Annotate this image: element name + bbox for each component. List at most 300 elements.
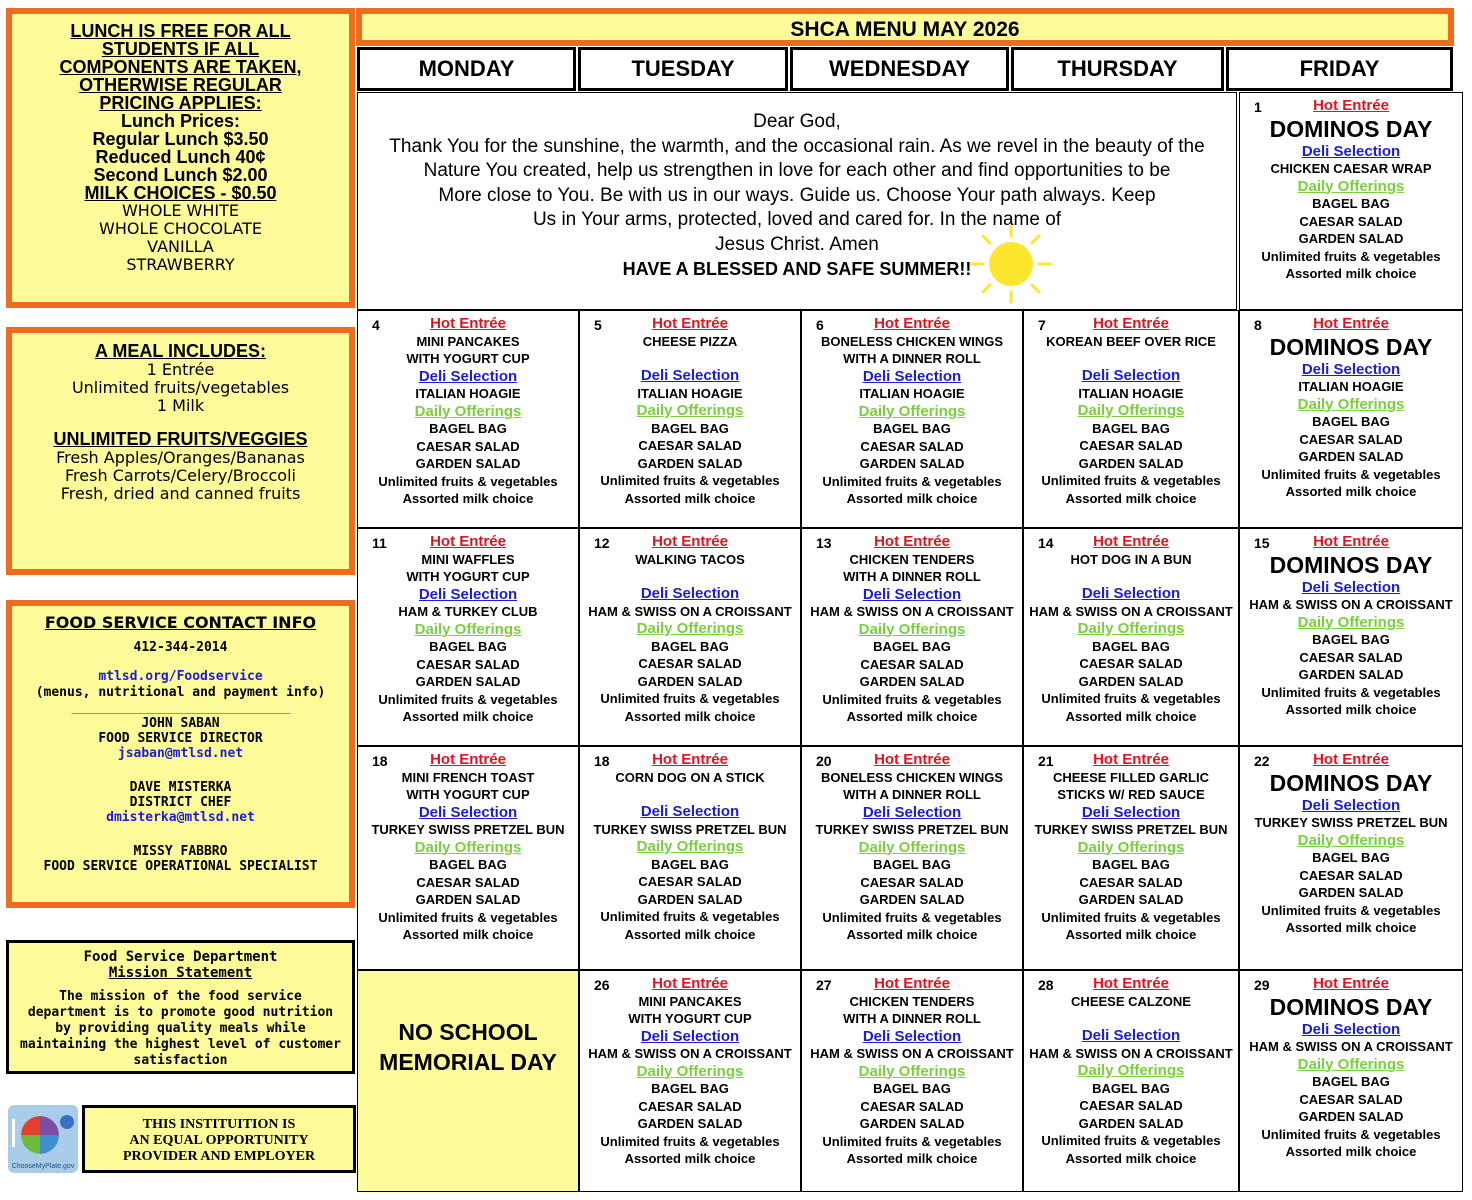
menu-day-cell: [1239, 92, 1463, 310]
menu-day-cell: [1023, 970, 1239, 1192]
daily-offerings-label: Daily Offerings: [1297, 613, 1405, 631]
daily-offering-item: Assorted milk choice: [1285, 702, 1417, 717]
menu-day-cell: [1239, 746, 1463, 970]
deli-selection-label: Deli Selection: [1301, 142, 1401, 160]
deli-selection-label: Deli Selection: [862, 367, 962, 385]
hot-entree-item: WITH A DINNER ROLL: [843, 1011, 981, 1026]
deli-selection-label: Deli Selection: [418, 585, 518, 603]
daily-offerings-label: Daily Offerings: [1077, 838, 1185, 856]
equal-line: THIS INSTITUITION IS: [142, 1117, 296, 1132]
hot-entree-label: Hot Entrée: [874, 315, 950, 332]
daily-offerings-label: Daily Offerings: [414, 620, 522, 638]
no-school-label: NO SCHOOL: [398, 1019, 538, 1045]
daily-offering-item: Unlimited fruits & vegetables: [1261, 902, 1441, 918]
contact-email-link[interactable]: dmisterka@mtlsd.net: [106, 810, 255, 825]
daily-offering-item: Unlimited fruits & vegetables: [1041, 1133, 1221, 1148]
meal-includes-panel: [6, 327, 355, 575]
prayer-line: Nature You created, help us strengthen in love for each other and find opportunities to be: [423, 160, 1171, 181]
deli-item: ITALIAN HOAGIE: [415, 386, 521, 401]
menu-day-cell: [579, 970, 801, 1192]
daily-offering-item: Assorted milk choice: [402, 709, 534, 724]
deli-selection-label: Deli Selection: [1301, 578, 1401, 596]
daily-offering-item: GARDEN SALAD: [1078, 455, 1184, 471]
daily-offering-item: BAGEL BAG: [651, 856, 729, 872]
deli-selection-label: Deli Selection: [640, 803, 740, 820]
daily-offerings-label: Daily Offerings: [858, 620, 966, 638]
day-number: 20: [816, 753, 832, 769]
daily-offering-item: Unlimited fruits & vegetables: [1261, 466, 1441, 482]
deli-selection-label: Deli Selection: [1301, 360, 1401, 378]
daily-offerings-label: Daily Offerings: [858, 838, 966, 856]
day-number: 12: [594, 535, 610, 551]
deli-item: HAM & SWISS ON A CROISSANT: [1249, 597, 1453, 612]
contact-email-link[interactable]: jsaban@mtlsd.net: [117, 746, 244, 761]
pricing-panel: [6, 8, 355, 308]
daily-offering-item: GARDEN SALAD: [1298, 667, 1404, 682]
daily-offering-item: BAGEL BAG: [1312, 632, 1390, 647]
hot-entree-item: WITH YOGURT CUP: [628, 1011, 752, 1026]
hot-entree-item: CHICKEN TENDERS: [849, 551, 975, 567]
hot-entree-item: [1024, 568, 1238, 585]
memorial-day-label: MEMORIAL DAY: [379, 1049, 557, 1075]
meal-item: 1 Entrée: [146, 360, 215, 379]
prayer-line: Dear God,: [753, 111, 841, 132]
prayer-line: More close to You. Be with us in our ways. Guide us. Choose Your path always. Keep: [438, 184, 1156, 206]
contact-name: JOHN SABAN: [141, 716, 220, 731]
daily-offering-item: CAESAR SALAD: [860, 874, 964, 890]
deli-selection-label: Deli Selection: [418, 367, 518, 385]
hot-entree-label: Hot Entrée: [652, 315, 728, 332]
day-number: 18: [372, 753, 388, 769]
milk-choice: WHOLE CHOCOLATE: [99, 219, 262, 238]
equal-line: AN EQUAL OPPORTUNITY: [129, 1133, 309, 1148]
hot-entree-label: Hot Entrée: [1313, 975, 1389, 992]
day-number: 21: [1038, 753, 1054, 769]
day-number: 1: [1254, 99, 1262, 115]
equal-opportunity-notice: [82, 1105, 356, 1173]
hot-entree-label: Hot Entrée: [1093, 315, 1169, 332]
daily-offering-item: Unlimited fruits & vegetables: [600, 473, 780, 488]
hot-entree-label: Hot Entrée: [1313, 97, 1389, 114]
day-number: 22: [1254, 753, 1270, 769]
daily-offering-item: Unlimited fruits & vegetables: [378, 473, 558, 489]
hot-entree-item: [1024, 350, 1238, 367]
daily-offering-item: Unlimited fruits & vegetables: [1041, 909, 1221, 925]
day-number: 18: [594, 753, 610, 769]
hot-entree-label: Hot Entrée: [1093, 975, 1169, 992]
free-lunch-line: STUDENTS IF ALL: [101, 39, 260, 59]
daily-offerings-label: Daily Offerings: [858, 402, 966, 420]
hot-entree-label: Hot Entrée: [652, 751, 728, 768]
daily-offering-item: GARDEN SALAD: [1298, 1109, 1404, 1124]
deli-selection-label: Deli Selection: [640, 585, 740, 602]
menu-day-cell: [357, 528, 579, 746]
hot-entree-item: WITH YOGURT CUP: [406, 351, 530, 366]
daily-offering-item: Assorted milk choice: [1285, 266, 1417, 281]
deli-item: TURKEY SWISS PRETZEL BUN: [815, 822, 1009, 837]
second-lunch-price: Second Lunch $2.00: [93, 165, 268, 185]
day-header-monday: MONDAY: [357, 47, 576, 91]
day-number: 11: [372, 535, 387, 551]
daily-offering-item: BAGEL BAG: [1092, 857, 1170, 872]
daily-offering-item: Assorted milk choice: [1065, 927, 1197, 942]
fruit-veggie-item: Fresh Apples/Oranges/Bananas: [56, 448, 305, 467]
deli-item: ITALIAN HOAGIE: [1298, 379, 1404, 394]
daily-offering-item: BAGEL BAG: [873, 1081, 951, 1096]
daily-offerings-label: Daily Offerings: [1077, 402, 1185, 419]
menu-day-cell: [1239, 970, 1463, 1192]
menu-day-cell: [801, 746, 1023, 970]
daily-offering-item: Assorted milk choice: [846, 927, 978, 942]
daily-offering-item: BAGEL BAG: [429, 421, 507, 436]
dominos-day-label: DOMINOS DAY: [1269, 333, 1433, 360]
hot-entree-label: Hot Entrée: [652, 975, 728, 992]
day-number: 26: [594, 977, 610, 993]
daily-offering-item: Assorted milk choice: [846, 491, 978, 506]
daily-offering-item: Assorted milk choice: [624, 708, 756, 724]
mission-title: Food Service Department: [83, 949, 278, 965]
menu-day-cell: [579, 746, 801, 970]
day-header-wednesday: WEDNESDAY: [790, 47, 1009, 91]
daily-offering-item: CAESAR SALAD: [860, 1098, 964, 1114]
daily-offering-item: BAGEL BAG: [651, 638, 729, 654]
deli-selection-label: Deli Selection: [862, 585, 962, 603]
deli-item: HAM & SWISS ON A CROISSANT: [1029, 1045, 1233, 1061]
menu-day-cell: [1023, 746, 1239, 970]
deli-selection-label: Deli Selection: [1081, 803, 1181, 821]
day-number: 15: [1254, 535, 1270, 551]
dominos-day-label: DOMINOS DAY: [1269, 115, 1433, 142]
hot-entree-item: KOREAN BEEF OVER RICE: [1046, 333, 1216, 349]
prayer-line: Thank You for the sunshine, the warmth, and the occasional rain. As we revel in the beauty of the: [389, 135, 1205, 157]
deli-item: HAM & SWISS ON A CROISSANT: [810, 1046, 1014, 1061]
contact-name: DAVE MISTERKA: [129, 780, 232, 795]
deli-item: HAM & TURKEY CLUB: [398, 604, 538, 619]
deli-item: HAM & SWISS ON A CROISSANT: [1029, 603, 1233, 619]
daily-offering-item: BAGEL BAG: [1092, 1080, 1170, 1096]
deli-selection-label: Deli Selection: [418, 803, 518, 821]
daily-offering-item: Unlimited fruits & vegetables: [1261, 1126, 1441, 1142]
daily-offering-item: Unlimited fruits & vegetables: [822, 691, 1002, 707]
svg-text:ChooseMyPlate.gov: ChooseMyPlate.gov: [11, 1163, 75, 1170]
day-number: 29: [1254, 977, 1270, 993]
day-number: 28: [1038, 977, 1054, 993]
myplate-icon: [8, 1105, 78, 1173]
deli-selection-label: Deli Selection: [1301, 1020, 1401, 1038]
free-lunch-line: PRICING APPLIES:: [99, 93, 262, 113]
deli-selection-label: Deli Selection: [640, 367, 740, 384]
day-number: 5: [594, 317, 602, 333]
daily-offering-item: Unlimited fruits & vegetables: [1041, 691, 1221, 706]
daily-offering-item: GARDEN SALAD: [1078, 1115, 1184, 1131]
contact-panel: [6, 600, 355, 908]
foodservice-link-note: (menus, nutritional and payment info): [35, 685, 326, 700]
contact-role: FOOD SERVICE DIRECTOR: [98, 731, 263, 746]
daily-offering-item: Unlimited fruits & vegetables: [1041, 473, 1221, 488]
day-number: 8: [1254, 317, 1262, 333]
daily-offering-item: CAESAR SALAD: [416, 438, 520, 454]
fruit-veggie-item: Fresh, dried and canned fruits: [60, 484, 301, 503]
day-number: 7: [1038, 317, 1046, 333]
daily-offering-item: Assorted milk choice: [1065, 490, 1197, 506]
daily-offering-item: CAESAR SALAD: [1299, 213, 1403, 229]
daily-offering-item: BAGEL BAG: [873, 421, 951, 436]
daily-offering-item: GARDEN SALAD: [415, 674, 521, 689]
daily-offering-item: Assorted milk choice: [402, 491, 534, 506]
menu-day-cell: [1023, 528, 1239, 746]
free-lunch-line: OTHERWISE REGULAR: [79, 75, 282, 95]
deli-item: CHICKEN CAESAR WRAP: [1270, 161, 1432, 176]
day-number: 6: [816, 317, 824, 333]
daily-offerings-label: Daily Offerings: [858, 1062, 966, 1080]
daily-offering-item: Assorted milk choice: [1285, 1144, 1417, 1159]
daily-offerings-label: Daily Offerings: [1297, 831, 1405, 849]
day-number: 13: [816, 535, 832, 551]
daily-offering-item: GARDEN SALAD: [1298, 231, 1404, 246]
daily-offering-item: CAESAR SALAD: [1079, 1098, 1183, 1113]
daily-offering-item: CAESAR SALAD: [1299, 1091, 1403, 1107]
regular-lunch-price: Regular Lunch $3.50: [92, 129, 269, 149]
daily-offering-item: CAESAR SALAD: [1299, 867, 1403, 883]
daily-offering-item: GARDEN SALAD: [1078, 673, 1184, 689]
menu-day-cell: [357, 310, 579, 528]
daily-offering-item: Assorted milk choice: [1065, 708, 1197, 724]
hot-entree-item: MINI WAFFLES: [421, 551, 515, 567]
foodservice-link[interactable]: mtlsd.org/Foodservice: [98, 669, 263, 684]
milk-choice: WHOLE WHITE: [121, 201, 239, 220]
hot-entree-label: Hot Entrée: [430, 315, 506, 332]
hot-entree-item: WALKING TACOS: [635, 551, 745, 567]
daily-offering-item: CAESAR SALAD: [638, 1098, 742, 1114]
daily-offering-item: BAGEL BAG: [1312, 414, 1390, 429]
deli-selection-label: Deli Selection: [1081, 367, 1181, 384]
daily-offerings-label: Daily Offerings: [1297, 177, 1405, 195]
daily-offering-item: CAESAR SALAD: [1079, 438, 1183, 453]
daily-offering-item: BAGEL BAG: [429, 639, 507, 654]
daily-offering-item: CAESAR SALAD: [1079, 656, 1183, 671]
meal-item: Unlimited fruits/vegetables: [71, 378, 290, 397]
deli-selection-label: Deli Selection: [640, 1027, 740, 1045]
day-number: 4: [372, 317, 380, 333]
daily-offering-item: Unlimited fruits & vegetables: [378, 691, 558, 707]
daily-offerings-label: Daily Offerings: [636, 838, 744, 855]
dominos-day-label: DOMINOS DAY: [1269, 769, 1433, 796]
milk-choice: STRAWBERRY: [126, 255, 235, 274]
day-number: 27: [816, 977, 832, 993]
daily-offerings-label: Daily Offerings: [1297, 1055, 1405, 1073]
mission-statement-panel: [6, 940, 355, 1074]
contact-phone: 412-344-2014: [133, 640, 228, 655]
sun-icon: [968, 224, 1054, 304]
hot-entree-label: Hot Entrée: [874, 751, 950, 768]
daily-offering-item: CAESAR SALAD: [638, 438, 742, 453]
hot-entree-item: CHEESE FILLED GARLIC: [1052, 769, 1209, 785]
hot-entree-item: BONELESS CHICKEN WINGS: [820, 769, 1003, 785]
deli-selection-label: Deli Selection: [1081, 1027, 1181, 1044]
deli-item: HAM & SWISS ON A CROISSANT: [810, 604, 1014, 619]
day-header-friday: FRIDAY: [1226, 47, 1453, 91]
daily-offering-item: GARDEN SALAD: [637, 891, 743, 907]
daily-offering-item: Unlimited fruits & vegetables: [822, 473, 1002, 489]
reduced-lunch-price: Reduced Lunch 40¢: [95, 147, 266, 167]
hot-entree-item: [1024, 1010, 1238, 1027]
milk-choices-title: MILK CHOICES - $0.50: [84, 183, 277, 203]
daily-offering-item: Assorted milk choice: [1285, 920, 1417, 935]
deli-selection-label: Deli Selection: [862, 803, 962, 821]
menu-day-cell: [579, 528, 801, 746]
daily-offering-item: GARDEN SALAD: [415, 892, 521, 907]
mission-text: The mission of the food service department is to promote good nutrition by providing quality meals while maintaining the highest level of customer satisfaction: [20, 989, 341, 1068]
hot-entree-item: WITH A DINNER ROLL: [843, 569, 981, 584]
daily-offerings-label: Daily Offerings: [636, 620, 744, 637]
daily-offering-item: BAGEL BAG: [873, 857, 951, 872]
contact-name: MISSY FABBRO: [133, 844, 228, 859]
daily-offering-item: Unlimited fruits & vegetables: [1261, 684, 1441, 700]
daily-offering-item: Assorted milk choice: [624, 490, 756, 506]
dominos-day-label: DOMINOS DAY: [1269, 551, 1433, 578]
hot-entree-item: WITH YOGURT CUP: [406, 569, 530, 584]
prayer-line: Us in Your arms, protected, loved and cared for. In the name of: [532, 209, 1062, 230]
daily-offering-item: CAESAR SALAD: [860, 656, 964, 672]
daily-offering-item: Unlimited fruits & vegetables: [822, 909, 1002, 925]
daily-offerings-label: Daily Offerings: [414, 838, 522, 856]
daily-offering-item: GARDEN SALAD: [637, 1116, 743, 1131]
hot-entree-label: Hot Entrée: [1093, 533, 1169, 550]
hot-entree-item: MINI PANCAKES: [638, 993, 742, 1009]
hot-entree-item: HOT DOG IN A BUN: [1070, 551, 1192, 567]
menu-day-cell: [801, 970, 1023, 1192]
free-lunch-line: LUNCH IS FREE FOR ALL: [70, 21, 291, 41]
daily-offering-item: BAGEL BAG: [1312, 850, 1390, 865]
daily-offering-item: Unlimited fruits & vegetables: [822, 1133, 1002, 1149]
dominos-day-label: DOMINOS DAY: [1269, 993, 1433, 1020]
daily-offering-item: BAGEL BAG: [429, 857, 507, 872]
daily-offering-item: Unlimited fruits & vegetables: [1261, 248, 1441, 264]
deli-item: ITALIAN HOAGIE: [859, 386, 965, 401]
daily-offering-item: GARDEN SALAD: [1298, 449, 1404, 464]
daily-offering-item: GARDEN SALAD: [1298, 885, 1404, 900]
hot-entree-item: WITH A DINNER ROLL: [843, 351, 981, 366]
daily-offering-item: GARDEN SALAD: [1078, 892, 1184, 907]
daily-offering-item: GARDEN SALAD: [859, 674, 965, 689]
hot-entree-label: Hot Entrée: [652, 533, 728, 550]
hot-entree-item: WITH YOGURT CUP: [406, 787, 530, 802]
no-school-cell: [357, 970, 579, 1192]
contact-title: FOOD SERVICE CONTACT INFO: [44, 613, 317, 632]
daily-offering-item: CAESAR SALAD: [1299, 431, 1403, 447]
deli-selection-label: Deli Selection: [862, 1027, 962, 1045]
hot-entree-item: CHEESE CALZONE: [1071, 993, 1191, 1009]
hot-entree-item: CHICKEN TENDERS: [849, 993, 975, 1009]
daily-offering-item: GARDEN SALAD: [859, 1116, 965, 1131]
daily-offering-item: Unlimited fruits & vegetables: [600, 909, 780, 924]
mission-subtitle: Mission Statement: [108, 965, 253, 981]
fruit-veggie-item: Fresh Carrots/Celery/Broccoli: [65, 466, 296, 485]
myplate-logo: [8, 1105, 78, 1173]
hot-entree-item: CORN DOG ON A STICK: [615, 769, 765, 785]
fruits-veggies-title: UNLIMITED FRUITS/VEGGIES: [53, 429, 308, 449]
deli-selection-label: Deli Selection: [1301, 796, 1401, 814]
deli-selection-label: Deli Selection: [1081, 585, 1181, 602]
menu-day-cell: [357, 746, 579, 970]
menu-day-cell: [579, 310, 801, 528]
deli-item: TURKEY SWISS PRETZEL BUN: [371, 822, 565, 837]
hot-entree-item: WITH A DINNER ROLL: [843, 787, 981, 802]
hot-entree-item: STICKS W/ RED SAUCE: [1057, 787, 1205, 802]
daily-offering-item: CAESAR SALAD: [416, 874, 520, 890]
deli-item: HAM & SWISS ON A CROISSANT: [588, 603, 792, 619]
daily-offerings-label: Daily Offerings: [1297, 395, 1405, 413]
daily-offering-item: GARDEN SALAD: [637, 673, 743, 689]
hot-entree-label: Hot Entrée: [874, 533, 950, 550]
daily-offerings-label: Daily Offerings: [636, 402, 744, 419]
hot-entree-label: Hot Entrée: [1093, 751, 1169, 768]
day-header-tuesday: TUESDAY: [578, 47, 788, 91]
daily-offering-item: BAGEL BAG: [651, 420, 729, 436]
menu-day-cell: [1239, 310, 1463, 528]
deli-item: ITALIAN HOAGIE: [637, 385, 743, 401]
milk-choice: VANILLA: [147, 237, 214, 256]
menu-day-cell: [801, 310, 1023, 528]
deli-item: TURKEY SWISS PRETZEL BUN: [1034, 822, 1228, 837]
deli-item: TURKEY SWISS PRETZEL BUN: [593, 821, 787, 837]
meal-item: 1 Milk: [156, 396, 205, 415]
page-title: SHCA MENU MAY 2026: [356, 8, 1454, 46]
daily-offering-item: Assorted milk choice: [402, 927, 534, 942]
daily-offering-item: GARDEN SALAD: [859, 892, 965, 907]
daily-offering-item: Assorted milk choice: [1285, 484, 1417, 499]
daily-offering-item: Assorted milk choice: [624, 926, 756, 942]
menu-day-cell: [1023, 310, 1239, 528]
daily-offering-item: CAESAR SALAD: [638, 656, 742, 671]
prayer-line: Jesus Christ. Amen: [715, 233, 879, 255]
daily-offerings-label: Daily Offerings: [1077, 1062, 1185, 1079]
daily-offering-item: BAGEL BAG: [1312, 196, 1390, 211]
day-header-thursday: THURSDAY: [1011, 47, 1224, 91]
hot-entree-label: Hot Entrée: [874, 975, 950, 992]
hot-entree-label: Hot Entrée: [1313, 751, 1389, 768]
hot-entree-item: [580, 350, 800, 367]
daily-offering-item: BAGEL BAG: [873, 639, 951, 654]
hot-entree-item: MINI PANCAKES: [416, 333, 520, 349]
daily-offering-item: Unlimited fruits & vegetables: [378, 909, 558, 925]
daily-offering-item: BAGEL BAG: [1312, 1074, 1390, 1089]
daily-offerings-label: Daily Offerings: [636, 1062, 744, 1080]
contact-role: FOOD SERVICE OPERATIONAL SPECIALIST: [43, 859, 318, 874]
daily-offering-item: GARDEN SALAD: [415, 456, 521, 471]
daily-offering-item: GARDEN SALAD: [859, 456, 965, 471]
daily-offering-item: CAESAR SALAD: [1079, 874, 1183, 890]
daily-offering-item: GARDEN SALAD: [637, 455, 743, 471]
daily-offering-item: BAGEL BAG: [651, 1081, 729, 1096]
hot-entree-item: MINI FRENCH TOAST: [401, 769, 535, 785]
hot-entree-label: Hot Entrée: [1313, 533, 1389, 550]
hot-entree-item: [580, 568, 800, 585]
hot-entree-item: CHEESE PIZZA: [642, 333, 738, 349]
meal-includes-title: A MEAL INCLUDES:: [95, 341, 266, 361]
daily-offering-item: BAGEL BAG: [1092, 638, 1170, 654]
hot-entree-item: BONELESS CHICKEN WINGS: [820, 333, 1003, 349]
deli-item: ITALIAN HOAGIE: [1078, 385, 1184, 401]
divider: ___________________________________: [71, 700, 290, 714]
daily-offering-item: Assorted milk choice: [1065, 1150, 1197, 1166]
daily-offering-item: Assorted milk choice: [624, 1151, 756, 1166]
daily-offering-item: CAESAR SALAD: [860, 438, 964, 454]
deli-item: TURKEY SWISS PRETZEL BUN: [1254, 815, 1448, 830]
daily-offering-item: CAESAR SALAD: [416, 656, 520, 672]
daily-offering-item: Assorted milk choice: [846, 1151, 978, 1166]
daily-offering-item: Unlimited fruits & vegetables: [600, 1133, 780, 1149]
